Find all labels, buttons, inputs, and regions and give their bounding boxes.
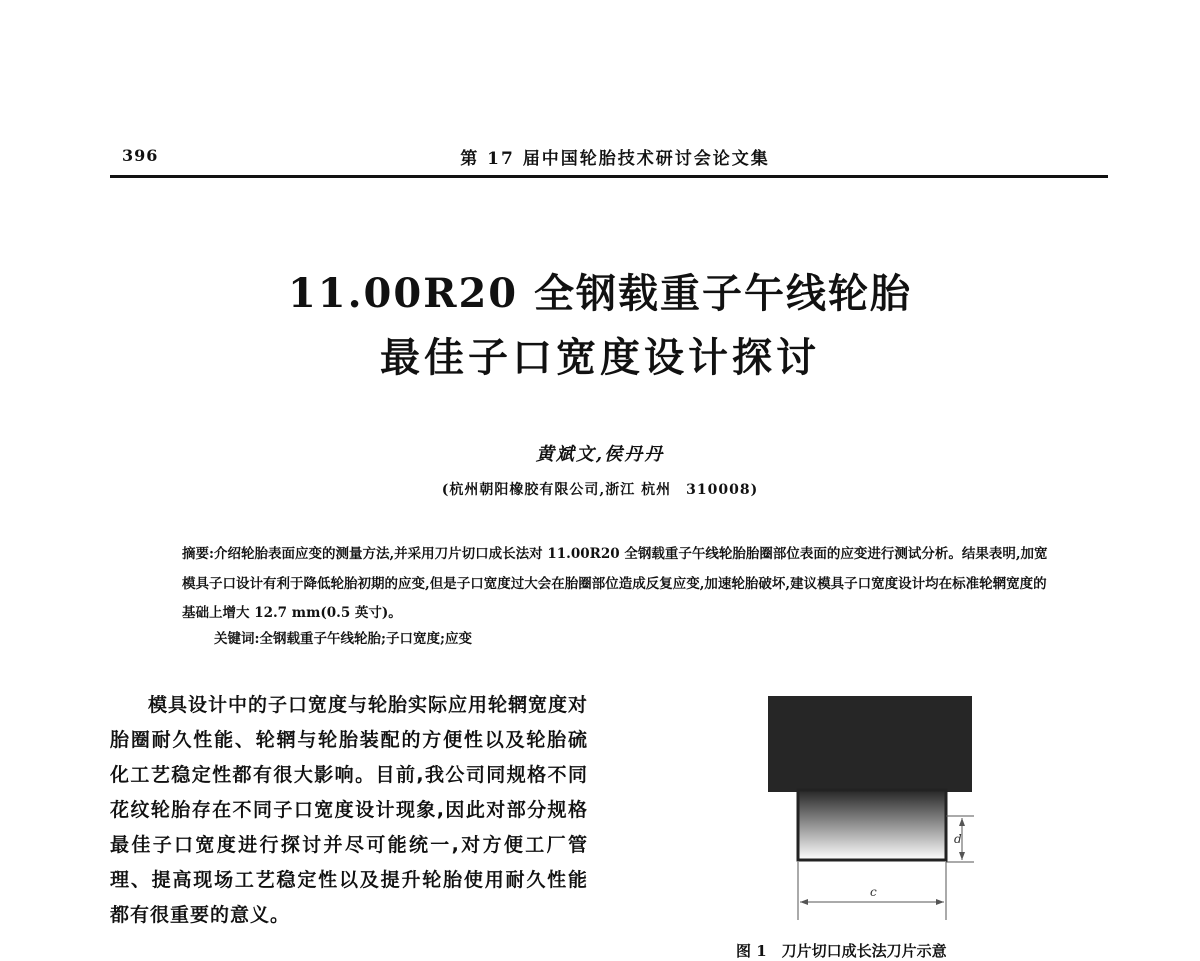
- keywords-label: 关键词:: [214, 631, 260, 647]
- paper-title-line1: 11.00R20 全钢载重子午线轮胎: [287, 270, 913, 317]
- header-rule: [110, 175, 1108, 178]
- body-paragraph: 模具设计中的子口宽度与轮胎实际应用轮辋宽度对胎圈耐久性能、轮辋与轮胎装配的方便性以及轮胎硫化工艺稳定性都有很大影响。目前,我公司同规格不同花纹轮胎存在不同子口宽度设计现象,因此对部分规格最佳子口宽度进行探讨并尽可能统一,对方便工厂管理、提高现场工艺稳定性以及提升轮胎使用耐久性能都有很重要的意义。: [110, 694, 588, 926]
- dimension-d-label: d: [954, 832, 962, 846]
- affiliation: (杭州朝阳橡胶有限公司,浙江 杭州 310008): [441, 482, 759, 498]
- blade-figure: [740, 690, 1040, 930]
- abstract-text: 介绍轮胎表面应变的测量方法,并采用刀片切口成长法对 11.00R20 全钢载重子午线轮胎胎圈部位表面的应变进行测试分析。结果表明,加宽模具子口设计有利于降低轮胎初期的应变,但是子口宽度过大会在胎圈部位造成反复应变,加速轮胎破坏,建议模具子口宽度设计均在标准轮辋宽度的基础上增大 12.7 mm(0.5 英寸)。: [182, 546, 1048, 621]
- keywords-text: 全钢载重子午线轮胎;子口宽度;应变: [259, 631, 472, 647]
- running-title: 第 17 届中国轮胎技术研讨会论文集: [460, 149, 770, 169]
- abstract-label: 摘要:: [182, 546, 214, 562]
- abstract: [182, 540, 1050, 629]
- keywords: [214, 627, 472, 647]
- authors: 黄斌文,侯丹丹: [535, 444, 665, 465]
- blade-body: [768, 696, 972, 792]
- dimension-c-label: c: [870, 885, 877, 899]
- paper-title-line2: 最佳子口宽度设计探讨: [380, 335, 820, 381]
- figure-caption: 图 1 刀片切口成长法刀片示意: [736, 942, 947, 960]
- blade-tip: [798, 790, 946, 860]
- page-number: 396: [122, 146, 159, 165]
